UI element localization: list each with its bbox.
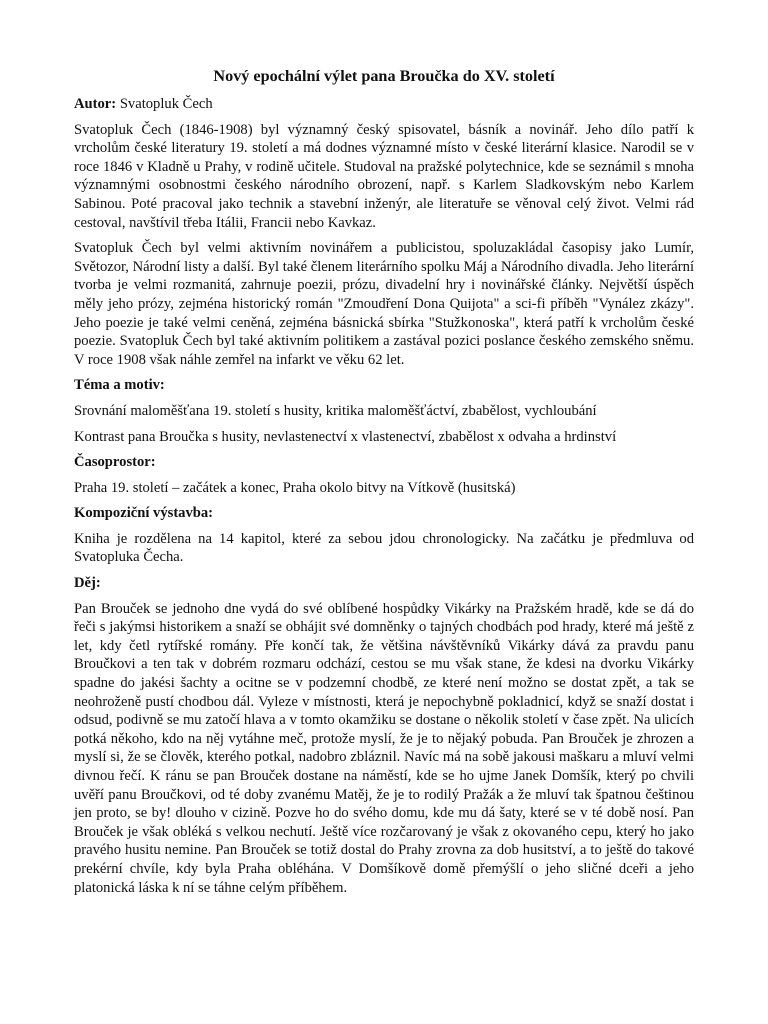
- theme-heading: Téma a motiv:: [74, 377, 165, 394]
- composition-heading: Kompoziční výstavba:: [74, 505, 214, 522]
- bio-paragraph-1: Svatopluk Čech (1846-1908) byl významný český spisovatel, básník a novinář. Jeho dílo patří k vrcholům české literatury 19. století a má dodnes významné místo v české literární klasice. Narodil se v roce 1846 v Kladně u Prahy, v rodině učitele. Studoval na pražské polytechnice, kde se seznámil s mnoha významnými osobnostmi českého národního obrození, např. s Karlem Sladkovským nebo Karlem Sabinou. Poté pracoval jako technik a stavební inženýr, ale literatuře se věnoval celý život. Velmi rád cestoval, navštívil třeba Itálii, Francii nebo Kavkaz.: [74, 121, 694, 231]
- author-name: Svatopluk Čech: [119, 96, 213, 112]
- document-title: Nový epochální výlet pana Broučka do XV. století: [213, 67, 555, 85]
- plot-heading: Děj:: [74, 575, 101, 592]
- author-label: Autor:: [74, 96, 117, 112]
- theme-line-2: Kontrast pana Broučka s husity, nevlastenectví x vlastenectví, zbabělost x odvaha a hrdinství: [74, 428, 617, 445]
- bio-paragraph-2: Svatopluk Čech byl velmi aktivním novinářem a publicistou, spoluzakládal časopisy jako Lumír, Světozor, Národní listy a další. Byl také členem literárního spolku Máj a Národního divadla. Jeho literární tvorba je velmi rozmanitá, zahrnuje poezii, prózu, divadelní hry i novinářské články. Největší úspěch měly jeho prózy, zejména historický román "Zmoudření Dona Quijota" a sci-fi příběh "Vynález zkázy". Jeho poezie je také velmi ceněná, zejména básnická sbírka "Stužkonoska", která patří k vrcholům české poezie. Svatopluk Čech byl také aktivním politikem a zastával pozici poslance českého zemského sněmu. V roce 1908 však náhle zemřel na infarkt ve věku 62 let.: [74, 240, 694, 368]
- composition-text: Kniha je rozdělena na 14 kapitol, které za sebou jdou chronologicky. Na začátku je předmluva od Svatopluka Čecha.: [74, 530, 694, 566]
- author-line: [74, 95, 694, 114]
- theme-line-1: Srovnání maloměšťana 19. století s husity, kritika maloměšťáctví, zbabělost, vychloubání: [74, 402, 597, 419]
- setting-heading: Časoprostor:: [74, 454, 156, 471]
- document-page: [74, 66, 694, 904]
- setting-text: Praha 19. století – začátek a konec, Praha okolo bitvy na Vítkově (husitská): [74, 479, 516, 496]
- plot-text: Pan Brouček se jednoho dne vydá do své oblíbené hospůdky Vikárky na Pražském hradě, kde se dá do řeči s jakýmsi historikem a snaží se obhájit své domněnky o tajných chodbách pod hrady, které má ještě z let, kdy četl rytířské romány. Pře končí tak, že většina návštěvníků Vikárky dává za pravdu panu Broučkovi a ten tak v dobrém rozmaru odchází, cestou se mu však stane, že kdesi na dvorku Vikárky spadne do jakési šachty a ocitne se v podzemní chodbě, ze které není možno se dostat zpět, a tak se neohroženě pustí chodbou dál. Vyleze v místnosti, která je nepochybně pokladnicí, když se snaží dostat i odsud, podivně se mu zatočí hlava a v tomto okamžiku se dostane o několik století v čase zpět. Na ulicích potká někoho, kdo na něj vytáhne meč, protože myslí, že je to nějaký pobuda. Pan Brouček je zhrozen a myslí si, že se člověk, kterého potkal, nadobro zbláznil. Navíc má na sobě jakousi maškaru a mluví velmi divnou řečí. K ránu se pan Brouček dostane na náměstí, kde se ho ujme Janek Domšík, který po chvili uvěří panu Broučkovi, od té doby zvanému Matěj, že je to rodilý Pražák a že mluví tak špatnou češtinou jen proto, se by! dlouho v cizině. Pozve ho do svého domu, kde mu dá šaty, které se v té době nosí. Pan Brouček je však obléká s velkou nechutí. Ještě více rozčarovaný je však z okovaného cepu, který ho jako pravého husitu nemine. Pan Brouček se totiž dostal do Prahy zrovna za dob husitství, a to ještě do takové prekérní chvíle, kdy byla Praha obléhána. V Domšíkově domě přemýšlí o jeho sličné dceři a jeho platonická láska k ní se táhne celým příběhem.: [74, 600, 694, 896]
